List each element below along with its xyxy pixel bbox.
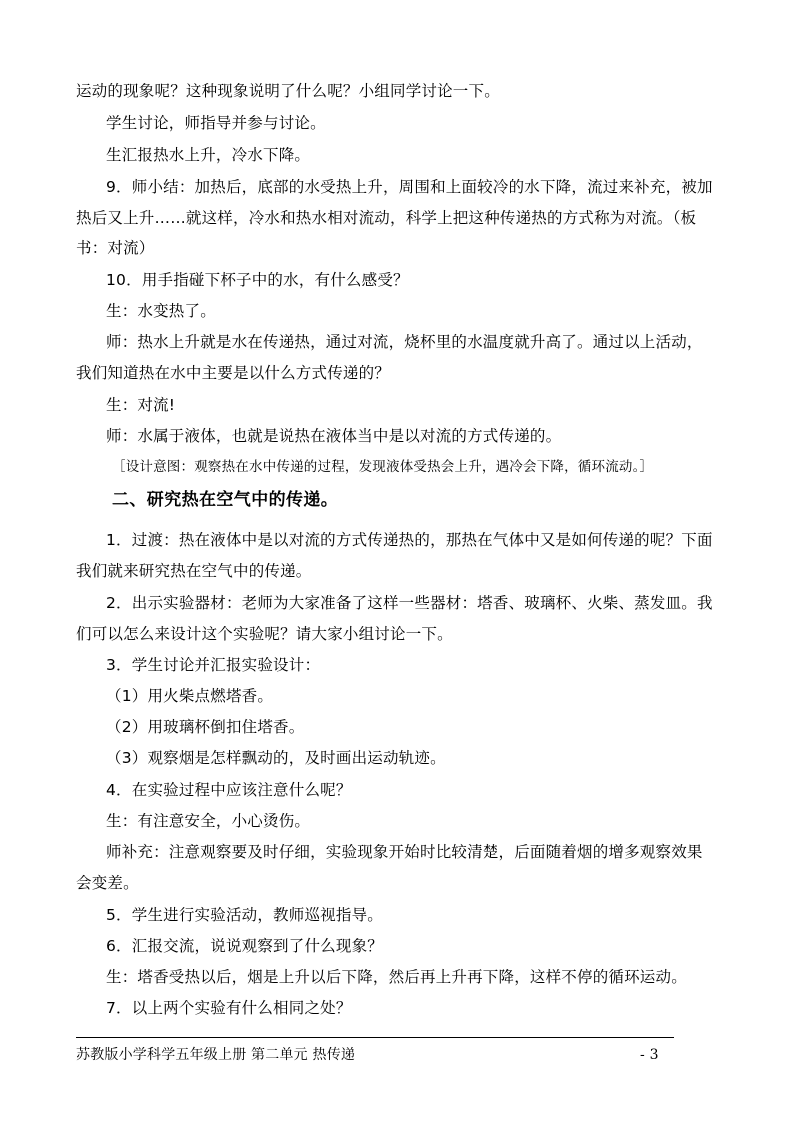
paragraph-line: 10．用手指碰下杯子中的水，有什么感受？	[106, 271, 409, 289]
footer-divider	[76, 1037, 674, 1038]
footer-title: 苏教版小学科学五年级上册 第二单元 热传递	[76, 1047, 356, 1063]
paragraph-line: 生：塔香受热以后，烟是上升以后下降，然后再上升再下降，这样不停的循环运动。	[106, 968, 687, 986]
paragraph-line: 热后又上升……就这样，冷水和热水相对流动，科学上把这种传递热的方式称为对流。（板	[76, 209, 697, 227]
paragraph-line: 我们就来研究热在空气中的传递。	[76, 562, 312, 580]
paragraph-line: 9．师小结：加热后，底部的水受热上升，周围和上面较冷的水下降，流过来补充，被加	[106, 178, 713, 196]
paragraph-line: 会变差。	[76, 874, 139, 892]
paragraph-line: 2．出示实验器材：老师为大家准备了这样一些器材：塔香、玻璃杯、火柴、蒸发皿。我	[106, 594, 713, 612]
paragraph-line: 们可以怎么来设计这个实验呢？请大家小组讨论一下。	[76, 625, 453, 643]
page-number: - 3	[640, 1047, 659, 1063]
paragraph-line: 学生讨论，师指导并参与讨论。	[106, 114, 326, 132]
paragraph-line: 师：水属于液体，也就是说热在液体当中是以对流的方式传递的。	[106, 427, 562, 445]
paragraph-line: 生汇报热水上升，冷水下降。	[106, 146, 311, 164]
section-heading: 二、研究热在空气中的传递。	[112, 490, 339, 510]
paragraph-line: 师：热水上升就是水在传递热，通过对流，烧杯里的水温度就升高了。通过以上活动，	[106, 333, 703, 351]
paragraph-line: 4．在实验过程中应该注意什么呢？	[106, 781, 352, 799]
paragraph-line: 运动的现象呢？这种现象说明了什么呢？小组同学讨论一下。	[76, 82, 500, 100]
list-item: （3）观察烟是怎样飘动的，及时画出运动轨迹。	[106, 749, 446, 767]
paragraph-line: 我们知道热在水中主要是以什么方式传递的？	[76, 364, 391, 382]
paragraph-line: 3．学生讨论并汇报实验设计：	[106, 656, 321, 674]
paragraph-line: 7．以上两个实验有什么相同之处？	[106, 999, 352, 1017]
paragraph-line: 6．汇报交流，说说观察到了什么现象？	[106, 937, 383, 955]
paragraph-line: 5．学生进行实验活动，教师巡视指导。	[106, 906, 383, 924]
list-item: （1）用火柴点燃塔香。	[106, 687, 274, 705]
design-intent-note: ［设计意图：观察热在水中传递的过程，发现液体受热会上升，遇冷会下降，循环流动。］	[112, 459, 654, 475]
paragraph-line: 生：有注意安全，小心烫伤。	[106, 812, 311, 830]
paragraph-line: 生：对流!	[106, 396, 176, 414]
paragraph-line: 师补充：注意观察要及时仔细，实验现象开始时比较清楚，后面随着烟的增多观察效果	[106, 843, 703, 861]
paragraph-line: 书：对流）	[76, 239, 155, 257]
paragraph-line: 1．过渡：热在液体中是以对流的方式传递热的，那热在气体中又是如何传递的呢？下面	[106, 531, 713, 549]
paragraph-line: 生：水变热了。	[106, 302, 216, 320]
list-item: （2）用玻璃杯倒扣住塔香。	[106, 718, 305, 736]
